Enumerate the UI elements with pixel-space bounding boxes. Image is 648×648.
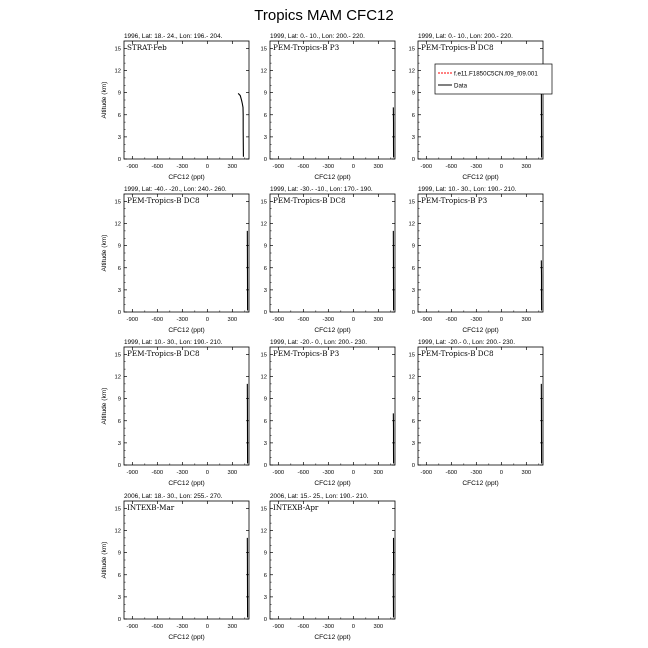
y-tick-label: 6 [117,265,121,272]
x-tick-label: 300 [521,470,532,476]
x-tick-label: 0 [499,317,503,323]
x-tick-label: 0 [351,164,355,170]
chart-panel-9 [409,339,543,487]
y-tick-label: 3 [263,594,267,601]
x-tick-label: -600 [445,470,458,476]
x-tick-label: -900 [420,470,433,476]
panel-header: 1999, Lat: -40.- -20., Lon: 240.- 260. [124,186,227,193]
y-tick-label: 6 [411,265,415,272]
x-tick-label: -300 [322,164,335,170]
x-tick-label: 0 [205,624,209,630]
x-tick-label: 300 [373,164,384,170]
chart-panel-11 [261,493,395,641]
chart-panel-7 [101,339,249,487]
y-tick-label: 12 [260,221,267,228]
chart-panel-4 [101,186,249,334]
y-tick-label: 9 [117,550,121,557]
x-tick-label: -600 [297,164,310,170]
y-tick-label: 6 [411,418,415,425]
x-tick-label: 300 [227,164,238,170]
panel-header: 1999, Lat: 0.- 10., Lon: 200.- 220. [270,33,365,40]
x-tick-label: -300 [176,470,189,476]
panel-header: 1999, Lat: 0.- 10., Lon: 200.- 220. [418,33,513,40]
plot-frame [270,194,395,312]
x-tick-label: -600 [151,470,164,476]
plot-frame [418,194,543,312]
x-axis-title: CFC12 (ppt) [314,634,351,641]
x-tick-label: -600 [445,164,458,170]
legend-box [435,64,552,94]
x-tick-label: -900 [126,624,139,630]
y-tick-label: 9 [263,550,267,557]
y-tick-label: 6 [117,418,121,425]
y-tick-label: 9 [411,90,415,97]
x-tick-label: 0 [499,470,503,476]
y-tick-label: 0 [263,310,267,316]
chart-panel-10 [101,493,249,641]
series-line-data [238,93,243,156]
x-axis-title: CFC12 (ppt) [462,480,499,487]
panel-header: 1999, Lat: -20.- 0., Lon: 200.- 230. [418,339,515,346]
y-tick-label: 12 [114,68,121,75]
y-tick-label: 9 [117,90,121,97]
chart-panel-2 [261,33,395,181]
x-tick-label: -900 [126,164,139,170]
y-axis-title: Altitude (km) [101,234,108,272]
x-tick-label: 300 [521,164,532,170]
y-tick-label: 15 [408,199,415,206]
x-axis-title: CFC12 (ppt) [462,327,499,334]
x-axis-title: CFC12 (ppt) [314,174,351,181]
x-tick-label: -600 [297,624,310,630]
y-tick-label: 15 [114,199,121,206]
x-tick-label: 300 [373,470,384,476]
y-tick-label: 6 [263,265,267,272]
x-axis-title: CFC12 (ppt) [168,327,205,334]
y-tick-label: 3 [263,287,267,294]
y-tick-label: 9 [263,396,267,403]
y-tick-label: 3 [117,440,121,447]
y-tick-label: 15 [114,506,121,513]
x-axis-title: CFC12 (ppt) [314,327,351,334]
x-tick-label: -300 [470,470,483,476]
panel-header: 2006, Lat: 15.- 25., Lon: 190.- 210. [270,493,369,500]
figure-title: Tropics MAM CFC12 [254,7,394,24]
x-tick-label: -300 [470,164,483,170]
x-tick-label: -900 [272,317,285,323]
legend-label-data: Data [454,82,468,90]
y-tick-label: 6 [263,418,267,425]
x-tick-label: -900 [126,470,139,476]
y-tick-label: 15 [408,352,415,359]
panel-label: INTEXB-Apr [273,503,319,512]
plot-frame [418,41,543,159]
panel-header: 1999, Lat: 10.- 30., Lon: 190.- 210. [418,186,517,193]
x-axis-title: CFC12 (ppt) [314,480,351,487]
y-tick-label: 9 [263,90,267,97]
x-tick-label: -600 [445,317,458,323]
panel-label: PEM-Tropics-B DC8 [421,349,494,358]
plot-frame [124,194,249,312]
x-tick-label: -900 [420,164,433,170]
x-tick-label: 300 [373,317,384,323]
x-tick-label: 300 [373,624,384,630]
y-tick-label: 15 [260,199,267,206]
y-tick-label: 12 [408,374,415,381]
legend-label-model: f.e11.F1850C5CN.f09_f09.001 [454,70,538,78]
plot-frame [270,501,395,619]
x-tick-label: -300 [470,317,483,323]
plot-frame [418,347,543,465]
x-tick-label: -900 [272,470,285,476]
y-tick-label: 9 [411,243,415,250]
y-tick-label: 12 [260,528,267,535]
plot-frame [270,347,395,465]
x-tick-label: -900 [272,624,285,630]
panel-label: PEM-Tropics-B P3 [273,43,340,52]
y-tick-label: 3 [411,134,415,141]
y-tick-label: 0 [117,463,121,469]
y-tick-label: 15 [114,352,121,359]
y-tick-label: 3 [263,440,267,447]
y-tick-label: 6 [263,112,267,119]
x-tick-label: -600 [297,317,310,323]
x-tick-label: -600 [151,164,164,170]
panel-label: STRAT-Feb [127,43,167,52]
y-tick-label: 3 [117,594,121,601]
x-tick-label: 300 [227,624,238,630]
y-tick-label: 12 [260,374,267,381]
panel-label: PEM-Tropics-B P3 [421,196,488,205]
y-tick-label: 0 [263,157,267,163]
y-tick-label: 15 [260,352,267,359]
y-tick-label: 0 [117,310,121,316]
x-axis-title: CFC12 (ppt) [168,634,205,641]
panel-header: 1996, Lat: 18.- 24., Lon: 196.- 204. [124,33,223,40]
y-tick-label: 15 [260,46,267,53]
panel-header: 1999, Lat: -30.- -10., Lon: 170.- 190. [270,186,373,193]
panel-label: INTEXB-Mar [127,503,175,512]
y-tick-label: 0 [411,310,415,316]
y-tick-label: 6 [117,112,121,119]
x-tick-label: -300 [322,624,335,630]
x-tick-label: -900 [126,317,139,323]
plot-frame [124,41,249,159]
chart-panel-6 [409,186,543,334]
x-axis-title: CFC12 (ppt) [462,174,499,181]
y-tick-label: 3 [117,134,121,141]
y-tick-label: 3 [263,134,267,141]
y-tick-label: 12 [114,221,121,228]
x-tick-label: 300 [227,317,238,323]
y-tick-label: 3 [411,440,415,447]
y-tick-label: 9 [117,243,121,250]
y-tick-label: 3 [411,287,415,294]
x-tick-label: 0 [499,164,503,170]
y-tick-label: 0 [263,617,267,623]
y-tick-label: 9 [411,396,415,403]
y-tick-label: 6 [263,572,267,579]
x-tick-label: -300 [176,624,189,630]
panel-header: 1999, Lat: -20.- 0., Lon: 200.- 230. [270,339,367,346]
y-tick-label: 6 [411,112,415,119]
x-tick-label: -300 [176,317,189,323]
y-tick-label: 15 [408,46,415,53]
x-tick-label: 0 [205,317,209,323]
x-tick-label: -900 [272,164,285,170]
y-tick-label: 12 [114,374,121,381]
x-tick-label: 300 [521,317,532,323]
y-tick-label: 0 [411,463,415,469]
x-tick-label: -300 [322,317,335,323]
y-tick-label: 12 [408,221,415,228]
plot-frame [270,41,395,159]
x-tick-label: 300 [227,470,238,476]
x-tick-label: 0 [351,317,355,323]
chart-panel-1 [101,33,249,181]
y-tick-label: 0 [117,617,121,623]
panel-header: 1999, Lat: 10.- 30., Lon: 190.- 210. [124,339,223,346]
x-tick-label: -600 [297,470,310,476]
panel-label: PEM-Tropics-B DC8 [421,43,494,52]
y-tick-label: 3 [117,287,121,294]
y-tick-label: 0 [411,157,415,163]
x-tick-label: -900 [420,317,433,323]
x-axis-title: CFC12 (ppt) [168,480,205,487]
panel-label: PEM-Tropics-B DC8 [273,196,346,205]
x-axis-title: CFC12 (ppt) [168,174,205,181]
panel-label: PEM-Tropics-B DC8 [127,349,200,358]
y-axis-title: Altitude (km) [101,387,108,425]
y-tick-label: 9 [263,243,267,250]
x-tick-label: 0 [351,624,355,630]
plot-frame [124,347,249,465]
chart-panel-8 [261,339,395,487]
x-tick-label: -600 [151,317,164,323]
panel-label: PEM-Tropics-B P3 [273,349,340,358]
x-tick-label: -300 [176,164,189,170]
x-tick-label: 0 [205,470,209,476]
y-tick-label: 12 [408,68,415,75]
panel-header: 2006, Lat: 18.- 30., Lon: 255.- 270. [124,493,223,500]
y-tick-label: 12 [114,528,121,535]
x-tick-label: 0 [205,164,209,170]
chart-panel-5 [261,186,395,334]
chart-panel-3 [409,33,552,181]
x-tick-label: -300 [322,470,335,476]
panel-label: PEM-Tropics-B DC8 [127,196,200,205]
y-tick-label: 15 [260,506,267,513]
y-tick-label: 6 [117,572,121,579]
y-tick-label: 15 [114,46,121,53]
y-axis-title: Altitude (km) [101,81,108,119]
y-tick-label: 0 [263,463,267,469]
y-tick-label: 9 [117,396,121,403]
y-axis-title: Altitude (km) [101,541,108,579]
y-tick-label: 0 [117,157,121,163]
x-tick-label: 0 [351,470,355,476]
x-tick-label: -600 [151,624,164,630]
plot-frame [124,501,249,619]
y-tick-label: 12 [260,68,267,75]
